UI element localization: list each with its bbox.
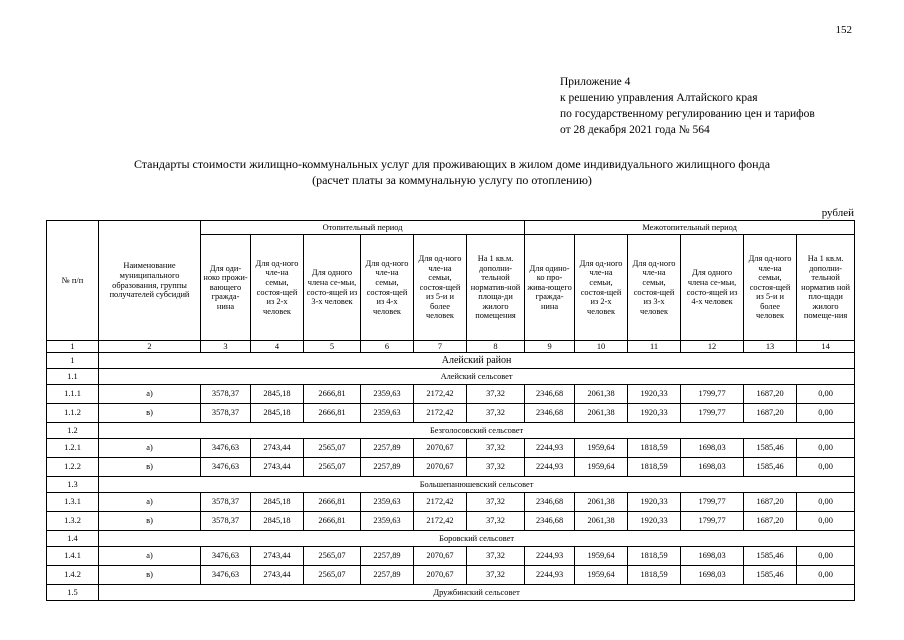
- row-label: а): [99, 493, 201, 512]
- table-row: [47, 385, 855, 404]
- value-cell: 3578,37: [201, 385, 251, 404]
- value-cell: 2346,68: [525, 385, 575, 404]
- value-cell: 1818,59: [628, 458, 681, 477]
- value-cell: 37,32: [467, 404, 525, 423]
- row-label: в): [99, 512, 201, 531]
- subdivision-row: [47, 585, 855, 601]
- row-code: 1.2.2: [47, 458, 99, 477]
- value-cell: 1698,03: [681, 566, 744, 585]
- value-cell: 1959,64: [575, 458, 628, 477]
- value-cell: 2172,42: [414, 404, 467, 423]
- row-code: 1.1.1: [47, 385, 99, 404]
- header-name: Наименование муниципального образования, группы получателей субсидий: [99, 221, 201, 341]
- value-cell: 3578,37: [201, 404, 251, 423]
- value-cell: 2565,07: [304, 458, 361, 477]
- subdivision-name: Алейский сельсовет: [99, 369, 855, 385]
- value-cell: 2666,81: [304, 385, 361, 404]
- value-cell: 2061,38: [575, 404, 628, 423]
- value-cell: 2346,68: [525, 493, 575, 512]
- value-cell: 1920,33: [628, 404, 681, 423]
- column-number: 5: [304, 341, 361, 353]
- table-row: [47, 566, 855, 585]
- value-cell: 0,00: [797, 458, 855, 477]
- subdivision-name: Дружбинский сельсовет: [99, 585, 855, 601]
- value-cell: 1818,59: [628, 566, 681, 585]
- column-number: 7: [414, 341, 467, 353]
- row-label: а): [99, 385, 201, 404]
- value-cell: 1585,46: [744, 566, 797, 585]
- value-cell: 1585,46: [744, 458, 797, 477]
- value-cell: 0,00: [797, 547, 855, 566]
- column-number: 1: [47, 341, 99, 353]
- value-cell: 37,32: [467, 547, 525, 566]
- value-cell: 1698,03: [681, 458, 744, 477]
- value-cell: 2172,42: [414, 493, 467, 512]
- value-cell: 2565,07: [304, 566, 361, 585]
- header-heating-period: Отопительный период: [201, 221, 525, 235]
- value-cell: 1818,59: [628, 547, 681, 566]
- value-cell: 1920,33: [628, 512, 681, 531]
- document-title-line: Стандарты стоимости жилищно-коммунальных услуг для проживающих в жилом доме индивидуального жилищного фонда: [133, 157, 771, 171]
- value-cell: 1799,77: [681, 493, 744, 512]
- value-cell: 2257,89: [361, 439, 414, 458]
- header-heating-col: Для оди-ноко прожи-вающего гражда-нина: [201, 235, 251, 341]
- value-cell: 37,32: [467, 493, 525, 512]
- value-cell: 2346,68: [525, 512, 575, 531]
- value-cell: 37,32: [467, 385, 525, 404]
- value-cell: 1799,77: [681, 385, 744, 404]
- value-cell: 0,00: [797, 566, 855, 585]
- value-cell: 2359,63: [361, 493, 414, 512]
- subdivision-row: [47, 531, 855, 547]
- value-cell: 2257,89: [361, 547, 414, 566]
- value-cell: 2845,18: [251, 385, 304, 404]
- header-heating-col: На 1 кв.м. дополни-тельной норматив-ной площа-ди жилого помещения: [467, 235, 525, 341]
- row-label: в): [99, 566, 201, 585]
- value-cell: 1799,77: [681, 404, 744, 423]
- table-row: [47, 512, 855, 531]
- column-number: 9: [525, 341, 575, 353]
- subdivision-name: Безголосовский сельсовет: [99, 423, 855, 439]
- value-cell: 1698,03: [681, 547, 744, 566]
- value-cell: 2061,38: [575, 493, 628, 512]
- header-nonheating-col: Для одного члена се-мьи, состо-ящей из 4-х человек: [681, 235, 744, 341]
- value-cell: 3476,63: [201, 566, 251, 585]
- row-label: в): [99, 404, 201, 423]
- value-cell: 3476,63: [201, 439, 251, 458]
- value-cell: 1698,03: [681, 439, 744, 458]
- column-number: 6: [361, 341, 414, 353]
- column-number: 10: [575, 341, 628, 353]
- value-cell: 2845,18: [251, 493, 304, 512]
- value-cell: 2845,18: [251, 512, 304, 531]
- appendix-line: от 28 декабря 2021 года № 564: [560, 124, 710, 136]
- value-cell: 1799,77: [681, 512, 744, 531]
- subdivision-row: [47, 369, 855, 385]
- value-cell: 3476,63: [201, 458, 251, 477]
- value-cell: 2257,89: [361, 458, 414, 477]
- column-number: 2: [99, 341, 201, 353]
- value-cell: 3476,63: [201, 547, 251, 566]
- subdivision-row: [47, 477, 855, 493]
- value-cell: 1959,64: [575, 547, 628, 566]
- value-cell: 2172,42: [414, 385, 467, 404]
- value-cell: 3578,37: [201, 512, 251, 531]
- value-cell: 2743,44: [251, 566, 304, 585]
- value-cell: 1585,46: [744, 439, 797, 458]
- value-cell: 1585,46: [744, 547, 797, 566]
- value-cell: 37,32: [467, 566, 525, 585]
- value-cell: 2666,81: [304, 404, 361, 423]
- value-cell: 1818,59: [628, 439, 681, 458]
- value-cell: 2743,44: [251, 547, 304, 566]
- row-label: а): [99, 439, 201, 458]
- value-cell: 2244,93: [525, 458, 575, 477]
- column-number: 11: [628, 341, 681, 353]
- row-code: 1.1.2: [47, 404, 99, 423]
- value-cell: 2359,63: [361, 512, 414, 531]
- value-cell: 2244,93: [525, 439, 575, 458]
- document-title: [0, 156, 904, 188]
- header-row-periods: [47, 221, 855, 235]
- value-cell: 2061,38: [575, 512, 628, 531]
- row-code: 1.4.1: [47, 547, 99, 566]
- value-cell: 1687,20: [744, 512, 797, 531]
- value-cell: 1959,64: [575, 439, 628, 458]
- header-heating-col: Для одного члена се-мьи, состо-ящей из 3-х человек: [304, 235, 361, 341]
- row-label: а): [99, 547, 201, 566]
- header-heating-col: Для од-ного чле-на семьи, состоя-щей из 4-х человек: [361, 235, 414, 341]
- column-number: 8: [467, 341, 525, 353]
- region-code: 1: [47, 353, 99, 369]
- value-cell: 2346,68: [525, 404, 575, 423]
- value-cell: 2845,18: [251, 404, 304, 423]
- column-number: 12: [681, 341, 744, 353]
- value-cell: 0,00: [797, 512, 855, 531]
- row-code: 1.4.2: [47, 566, 99, 585]
- table-row: [47, 493, 855, 512]
- appendix-line: по государственному регулированию цен и тарифов: [560, 108, 815, 120]
- value-cell: 1959,64: [575, 566, 628, 585]
- value-cell: 2070,67: [414, 439, 467, 458]
- table-body: [47, 353, 855, 601]
- value-cell: 37,32: [467, 512, 525, 531]
- column-number: 14: [797, 341, 855, 353]
- subdivision-row: [47, 423, 855, 439]
- appendix-line: к решению управления Алтайского края: [560, 92, 758, 104]
- subdivision-code: 1.1: [47, 369, 99, 385]
- appendix-line: Приложение 4: [560, 76, 631, 88]
- value-cell: 2359,63: [361, 404, 414, 423]
- value-cell: 2743,44: [251, 458, 304, 477]
- value-cell: 2172,42: [414, 512, 467, 531]
- value-cell: 2070,67: [414, 566, 467, 585]
- header-row-numbers: [47, 341, 855, 353]
- value-cell: 2666,81: [304, 493, 361, 512]
- row-code: 1.2.1: [47, 439, 99, 458]
- header-nonheating-period: Межотопительный период: [525, 221, 855, 235]
- row-code: 1.3.2: [47, 512, 99, 531]
- header-nonheating-col: На 1 кв.м. дополни-тельной норматив ной пло-щади жилого помеще-ния: [797, 235, 855, 341]
- value-cell: 1687,20: [744, 404, 797, 423]
- column-number: 3: [201, 341, 251, 353]
- units-label: рублей: [821, 207, 854, 219]
- subdivision-name: Боровский сельсовет: [99, 531, 855, 547]
- value-cell: 2359,63: [361, 385, 414, 404]
- column-number: 4: [251, 341, 304, 353]
- value-cell: 0,00: [797, 404, 855, 423]
- subdivision-code: 1.2: [47, 423, 99, 439]
- header-nonheating-col: Для од-ного чле-на семьи, состоя-щей из 3-х человек: [628, 235, 681, 341]
- value-cell: 0,00: [797, 385, 855, 404]
- value-cell: 2666,81: [304, 512, 361, 531]
- page-number: 152: [835, 24, 852, 36]
- header-heating-col: Для од-ного чле-на семьи, состоя-щей из 2-х человек: [251, 235, 304, 341]
- header-nonheating-col: Для од-ного чле-на семьи, состоя-щей из 2-х человек: [575, 235, 628, 341]
- column-number: 13: [744, 341, 797, 353]
- subdivision-code: 1.5: [47, 585, 99, 601]
- value-cell: 2070,67: [414, 547, 467, 566]
- appendix-block: [560, 74, 815, 138]
- table-row: [47, 458, 855, 477]
- table-row: [47, 404, 855, 423]
- region-row: [47, 353, 855, 369]
- value-cell: 2244,93: [525, 547, 575, 566]
- row-label: в): [99, 458, 201, 477]
- table-row: [47, 439, 855, 458]
- value-cell: 0,00: [797, 493, 855, 512]
- subdivision-code: 1.4: [47, 531, 99, 547]
- value-cell: 37,32: [467, 439, 525, 458]
- document-subtitle: (расчет платы за коммунальную услугу по отоплению): [312, 173, 592, 187]
- tariff-table: [46, 220, 855, 601]
- value-cell: 2070,67: [414, 458, 467, 477]
- value-cell: 1920,33: [628, 493, 681, 512]
- header-heating-col: Для од-ного чле-на семьи, состоя-щей из 5-и и более человек: [414, 235, 467, 341]
- value-cell: 1920,33: [628, 385, 681, 404]
- value-cell: 2565,07: [304, 547, 361, 566]
- value-cell: 0,00: [797, 439, 855, 458]
- subdivision-name: Большепанюшевский сельсовет: [99, 477, 855, 493]
- value-cell: 37,32: [467, 458, 525, 477]
- table-row: [47, 547, 855, 566]
- region-name: Алейский район: [99, 353, 855, 369]
- header-nonheating-col: Для одино-ко про-жива-ющего гражда-нина: [525, 235, 575, 341]
- row-code: 1.3.1: [47, 493, 99, 512]
- header-nonheating-col: Для од-ного чле-на семьи, состоя-щей из 5-и и более человек: [744, 235, 797, 341]
- value-cell: 2743,44: [251, 439, 304, 458]
- value-cell: 1687,20: [744, 493, 797, 512]
- value-cell: 2244,93: [525, 566, 575, 585]
- value-cell: 3578,37: [201, 493, 251, 512]
- value-cell: 2061,38: [575, 385, 628, 404]
- value-cell: 2257,89: [361, 566, 414, 585]
- header-num: № п/п: [47, 221, 99, 341]
- subdivision-code: 1.3: [47, 477, 99, 493]
- value-cell: 1687,20: [744, 385, 797, 404]
- value-cell: 2565,07: [304, 439, 361, 458]
